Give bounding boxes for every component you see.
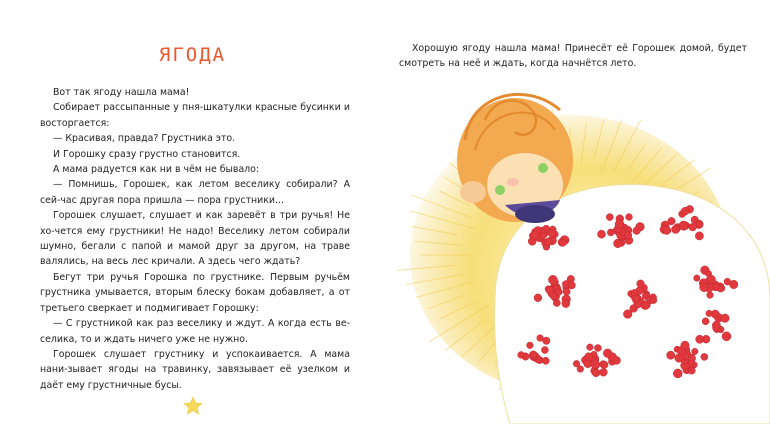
berry — [613, 356, 621, 364]
berry — [668, 217, 675, 224]
berry — [695, 232, 703, 240]
berry — [606, 214, 613, 221]
berry — [673, 369, 682, 378]
ear — [460, 181, 486, 203]
paragraph: Вот так ягоду нашла мама! — [53, 87, 190, 98]
chapter-title: ЯГОДА — [158, 44, 227, 66]
story-text — [40, 85, 350, 393]
berry — [541, 347, 548, 354]
berry — [707, 275, 715, 283]
right-page — [385, 0, 770, 424]
paragraph: Бегут три ручья Горошка по грустнике. Первым ручьём грустника умывается, вторым блеску бокам добавляет, а от третьего сверкает и подмигивает Горошку: — [40, 271, 350, 314]
berry-illustration — [385, 0, 770, 424]
berry — [594, 345, 601, 352]
paragraph: — С грустникой как раз веселику и ждут. А когда есть ве-селика, то и ждать ничего уже не нужно. — [40, 318, 350, 345]
berry — [534, 294, 542, 302]
berry — [631, 289, 638, 296]
paragraph: — Красивая, правда? Грустника это. — [53, 133, 236, 145]
berry — [696, 221, 703, 228]
berry — [601, 361, 608, 368]
berry — [518, 352, 525, 359]
berry — [672, 225, 680, 233]
berry — [713, 324, 720, 331]
berry — [543, 337, 550, 344]
berry — [530, 352, 537, 359]
goroshek-character — [457, 94, 573, 223]
berry — [623, 310, 632, 319]
berry — [696, 335, 704, 343]
berry — [626, 214, 633, 221]
berry — [550, 293, 557, 300]
berry — [721, 314, 729, 322]
paragraph: А мама радуется как ни в чём не бывало: — [53, 164, 260, 176]
berry — [724, 278, 731, 285]
berry — [600, 368, 608, 376]
berry — [663, 226, 671, 234]
berry — [722, 332, 731, 341]
berry — [675, 354, 684, 363]
paragraph: — Помнишь, Горошек, как летом веселику собирали? А сей-час другая пора пришла — пора грустники... — [40, 179, 350, 206]
paragraph: Горошек слушает грустнику и успокаивается. А мама нани-зывает ягоды на травинку, завязывает её узелком и даёт ему грустничные бусы. — [40, 348, 350, 391]
berry — [592, 369, 600, 377]
berry — [681, 341, 689, 349]
paragraph: Собирает рассыпанные у пня-шкатулки красные бусинки и восторгается: — [40, 102, 350, 129]
berry — [540, 232, 547, 239]
berry — [702, 318, 709, 325]
berry — [591, 360, 600, 369]
berry — [527, 342, 534, 349]
berry — [692, 348, 698, 354]
berry — [681, 207, 689, 215]
berry — [568, 282, 575, 289]
berry — [577, 366, 584, 373]
berry — [585, 353, 593, 361]
berry — [688, 367, 695, 374]
berry — [559, 239, 566, 246]
berry — [689, 223, 697, 231]
paragraph: Горошек слушает, слушает и как заревёт в три ручья! Не хо-чется ему грустники! Не надо! Веселику летом собирали шумно, бегали с папой и мамой друг за другом, на траве валялись, на весь лес кричали. А здесь чего ждать? — [40, 210, 350, 268]
paragraph: И Горошку сразу грустно становится. — [53, 148, 241, 160]
paragraph: Хорошую ягоду нашла мама! Принесёт её Горошек домой, будет смотреть на неё и ждать, когда начнётся лето. — [399, 43, 747, 70]
berry — [637, 280, 645, 288]
berry — [701, 353, 708, 360]
berry — [706, 310, 712, 316]
berry — [694, 275, 700, 281]
berry — [615, 220, 624, 229]
berry — [603, 349, 612, 358]
berry — [624, 232, 631, 239]
berry — [531, 231, 540, 240]
berry — [548, 230, 556, 238]
page-star-icon — [183, 396, 203, 416]
berry — [667, 351, 675, 359]
berry — [545, 238, 553, 246]
berry — [707, 292, 714, 299]
berry — [548, 275, 557, 284]
berry — [717, 286, 724, 293]
berry — [587, 344, 594, 351]
berry — [563, 288, 570, 295]
berry — [542, 357, 549, 364]
berry — [650, 297, 657, 304]
berry — [633, 227, 641, 235]
berry — [679, 221, 688, 230]
berry — [562, 300, 570, 308]
berry — [700, 283, 709, 292]
berry — [598, 230, 606, 238]
